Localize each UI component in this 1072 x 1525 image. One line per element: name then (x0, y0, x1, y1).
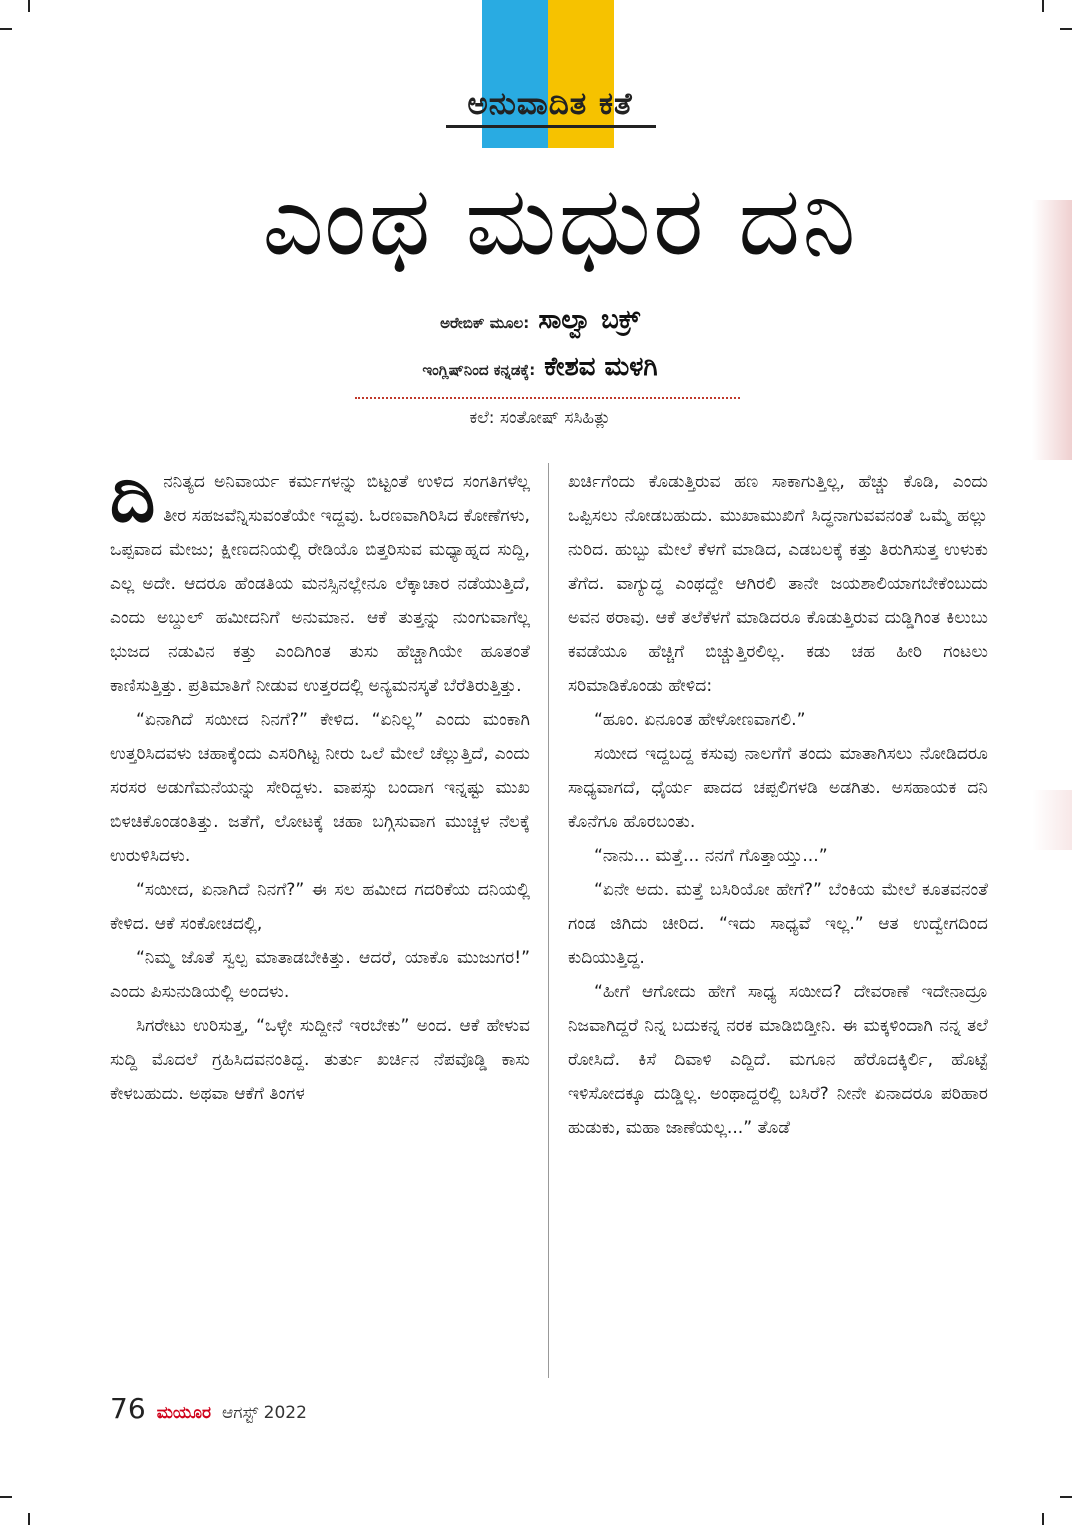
translator-label: ಇಂಗ್ಲಿಷ್‌ನಿಂದ ಕನ್ನಡಕ್ಕೆ: (422, 361, 536, 379)
paragraph: ಸಿಗರೇಟು ಉರಿಸುತ್ತ, “ಒಳ್ಳೇ ಸುದ್ದೀನೆ ಇರಬೇಕು” ಅಂದ. ಆಕೆ ಹೇಳುವ ಸುದ್ದಿ ಮೊದಲೆ ಗ್ರಹಿಸಿದವನಂತಿದ್ದ. ತುರ್ತು ಖರ್ಚಿನ ನೆಪವೊಡ್ಡಿ ಕಾಸು ಕೇಳಬಹುದು. ಅಥವಾ ಆಕೆಗೆ ತಿಂಗಳ (110, 1016, 530, 1104)
page-footer (110, 1392, 307, 1425)
article-column-left (110, 456, 530, 1111)
paragraph: “ಹೀಗೆ ಆಗೋದು ಹೇಗೆ ಸಾಧ್ಯ ಸಯೀದ? ದೇವರಾಣೆ ಇದೇನಾದ್ರೂ ನಿಜವಾಗಿದ್ದರೆ ನಿನ್ನ ಬದುಕನ್ನ ನರಕ ಮಾಡಿಬಿಡ್ತೀನಿ. ಈ ಮಕ್ಕಳಿಂದಾಗಿ ನನ್ನ ತಲೆ ರೋಸಿದೆ. ಕಿಸೆ ದಿವಾಳಿ ಎದ್ದಿದೆ. ಮಗೂನ ಹೆರೊದಕ್ಕಿರ್ಲಿ, ಹೊಟ್ಟೆ ಇಳಿಸೋದಕ್ಕೂ ದುಡ್ಡಿಲ್ಲ. ಅಂಥಾದ್ದರಲ್ಲಿ ಬಸಿರೆ? ನೀನೇ ಏನಾದರೂ ಪರಿಹಾರ ಹುಡುಕು, ಮಹಾ ಜಾಣೆಯಲ್ಲ...” ತೊಡೆ (568, 982, 988, 1138)
crop-mark (1060, 1496, 1072, 1498)
crop-mark (0, 28, 12, 30)
crop-mark (1060, 28, 1072, 30)
paragraph: “ನಾನು... ಮತ್ತೆ... ನನಗೆ ಗೊತ್ತಾಯ್ತು...” (594, 846, 828, 866)
page-number: 76 (110, 1392, 146, 1425)
art-credit: ಕಲೆ: ಸಂತೋಷ್ ಸಸಿಹಿತ್ಲು (469, 408, 611, 428)
origin-credit (300, 305, 780, 336)
paragraph: “ಏನೇ ಅದು. ಮತ್ತೆ ಬಸಿರಿಯೋ ಹೇಗೆ?” ಬೆಂಕಿಯ ಮೇಲೆ ಕೂತವನಂತೆ ಗಂಡ ಜಿಗಿದು ಚೀರಿದ. “ಇದು ಸಾಧ್ಯವೆ ಇಲ್ಲ.” ಆತ ಉದ್ವೇಗದಿಂದ ಕುದಿಯುತ್ತಿದ್ದ. (568, 880, 988, 968)
crop-mark (0, 1496, 12, 1498)
paragraph: “ನಿಮ್ಮ ಜೊತೆ ಸ್ವಲ್ಪ ಮಾತಾಡಬೇಕಿತ್ತು. ಆದರೆ, ಯಾಕೊ ಮುಜುಗರ!” ಎಂದು ಪಿಸುನುಡಿಯಲ್ಲಿ ಅಂದಳು. (110, 948, 530, 1002)
translator-credit (300, 352, 780, 383)
paragraph: ಖರ್ಚಿಗೆಂದು ಕೊಡುತ್ತಿರುವ ಹಣ ಸಾಕಾಗುತ್ತಿಲ್ಲ, ಹೆಚ್ಚು ಕೊಡಿ, ಎಂದು ಒಪ್ಪಿಸಲು ನೋಡಬಹುದು. ಮುಖಾಮುಖಿಗೆ ಸಿದ್ಧನಾಗುವವನಂತೆ ಒಮ್ಮೆ ಹಲ್ಲು ನುರಿದ. ಹುಬ್ಬು ಮೇಲೆ ಕೆಳಗೆ ಮಾಡಿದ, ಎಡಬಲಕ್ಕೆ ಕತ್ತು ತಿರುಗಿಸುತ್ತ ಉಳುಕು ತೆಗೆದ. ವಾಗ್ಯುದ್ಧ ಎಂಥದ್ದೇ ಆಗಿರಲಿ ತಾನೇ ಜಯಶಾಲಿಯಾಗಬೇಕೆಂಬುದು ಅವನ ಠರಾವು. ಆಕೆ ತಲೆಕೆಳಗೆ ಮಾಡಿದರೂ ಕೊಡುತ್ತಿರುವ ದುಡ್ಡಿಗಿಂತ ಕಿಲುಬು ಕವಡೆಯೂ ಹೆಚ್ಚಿಗೆ ಬಿಚ್ಚುತ್ತಿರಲಿಲ್ಲ. ಕಡು ಚಹ ಹೀರಿ ಗಂಟಲು ಸರಿಮಾಡಿಕೊಂಡು ಹೇಳಿದ: (568, 472, 988, 696)
paragraph: “ಸಯೀದ, ಏನಾಗಿದೆ ನಿನಗೆ?” ಈ ಸಲ ಹಮೀದ ಗದರಿಕೆಯ ದನಿಯಲ್ಲಿ ಕೇಳಿದ. ಆಕೆ ಸಂಕೋಚದಲ್ಲಿ, (110, 880, 530, 934)
crop-mark (1042, 0, 1044, 12)
issue-date: ಆಗಸ್ಟ್ 2022 (222, 1403, 307, 1423)
crop-mark (28, 1513, 30, 1525)
drop-cap: ದಿ (110, 456, 156, 538)
paragraph: “ಹೂಂ. ಏನೂಂತ ಹೇಳೋಣವಾಗಲಿ.” (594, 710, 806, 730)
section-kicker: ಅನುವಾದಿತ ಕತೆ (467, 86, 633, 122)
paragraph: ಸಯೀದ ಇದ್ದಬದ್ದ ಕಸುವು ನಾಲಗೆಗೆ ತಂದು ಮಾತಾಗಿಸಲು ನೋಡಿದರೂ ಸಾಧ್ಯವಾಗದೆ, ಧೈರ್ಯ ಪಾದದ ಚಪ್ಪಲಿಗಳಡಿ ಅಡಗಿತು. ಅಸಹಾಯಕ ದನಿ ಕೊನೆಗೂ ಹೊರಬಂತು. (568, 744, 988, 832)
crop-mark (28, 0, 30, 12)
kicker-underline (446, 125, 656, 128)
translator-name: ಕೇಶವ ಮಳಗಿ (544, 352, 658, 382)
crop-mark (1042, 1513, 1044, 1525)
paragraph-text: ನನಿತ್ಯದ ಅನಿವಾರ್ಯ ಕರ್ಮಗಳನ್ನು ಬಿಟ್ಟಂತೆ ಉಳಿದ ಸಂಗತಿಗಳೆಲ್ಲ ತೀರ ಸಹಜವೆನ್ನಿಸುವಂತೆಯೇ ಇದ್ದವು. ಓರಣವಾಗಿರಿಸಿದ ಕೋಣೆಗಳು, ಒಪ್ಪವಾದ ಮೇಜು; ಕ್ಷೀಣದನಿಯಲ್ಲಿ ರೇಡಿಯೊ ಬಿತ್ತರಿಸುವ ಮಧ್ಯಾಹ್ನದ ಸುದ್ದಿ, ಎಲ್ಲ ಅದೇ. ಆದರೂ ಹೆಂಡತಿಯ ಮನಸ್ಸಿನಲ್ಲೇನೂ ಲೆಕ್ಕಾಚಾರ ನಡೆಯುತ್ತಿದೆ, ಎಂದು ಅಬ್ದುಲ್ ಹಮೀದನಿಗೆ ಅನುಮಾನ. ಆಕೆ ತುತ್ತನ್ನು ನುಂಗುವಾಗೆಲ್ಲ ಭುಜದ ನಡುವಿನ ಕತ್ತು ಎಂದಿಗಿಂತ ತುಸು ಹೆಚ್ಚಾಗಿಯೇ ಹೂತಂತೆ ಕಾಣಿಸುತ್ತಿತ್ತು. ಪ್ರತಿಮಾತಿಗೆ ನೀಡುವ ಉತ್ತರದಲ್ಲಿ ಅನ್ಯಮನಸ್ಕತೆ ಬೆರೆತಿರುತ್ತಿತ್ತು. (110, 472, 530, 696)
credit-divider (355, 397, 740, 399)
column-divider (548, 463, 549, 1378)
origin-author: ಸಾಲ್ವಾ ಬಕ್ರ್ (538, 305, 640, 335)
facing-page-bleed (1032, 790, 1072, 850)
article-column-right (568, 465, 988, 1145)
paragraph (110, 456, 530, 703)
facing-page-bleed (1032, 200, 1072, 460)
paragraph: “ಏನಾಗಿದೆ ಸಯೀದ ನಿನಗೆ?” ಕೇಳಿದ. “ಏನಿಲ್ಲ” ಎಂದು ಮಂಕಾಗಿ ಉತ್ತರಿಸಿದವಳು ಚಹಾಕ್ಕೆಂದು ಎಸರಿಗಿಟ್ಟ ನೀರು ಒಲೆ ಮೇಲೆ ಚೆಲ್ಲುತ್ತಿದೆ, ಎಂದು ಸರಸರ ಅಡುಗೆಮನೆಯನ್ನು ಸೇರಿದ್ದಳು. ವಾಪಸ್ಸು ಬಂದಾಗ ಇನ್ನಷ್ಟು ಮುಖ ಬಿಳಚಿಕೊಂಡಂತಿತ್ತು. ಜತೆಗೆ, ಲೋಟಕ್ಕೆ ಚಹಾ ಬಗ್ಗಿಸುವಾಗ ಮುಚ್ಚಳ ನೆಲಕ್ಕೆ ಉರುಳಿಸಿದಳು. (110, 710, 530, 866)
story-title: ಎಂಥ ಮಧುರ ದನಿ (262, 165, 858, 277)
magazine-name: ಮಯೂರ (156, 1403, 211, 1423)
origin-label: ಅರೇಬಿಕ್ ಮೂಲ: (440, 314, 530, 332)
